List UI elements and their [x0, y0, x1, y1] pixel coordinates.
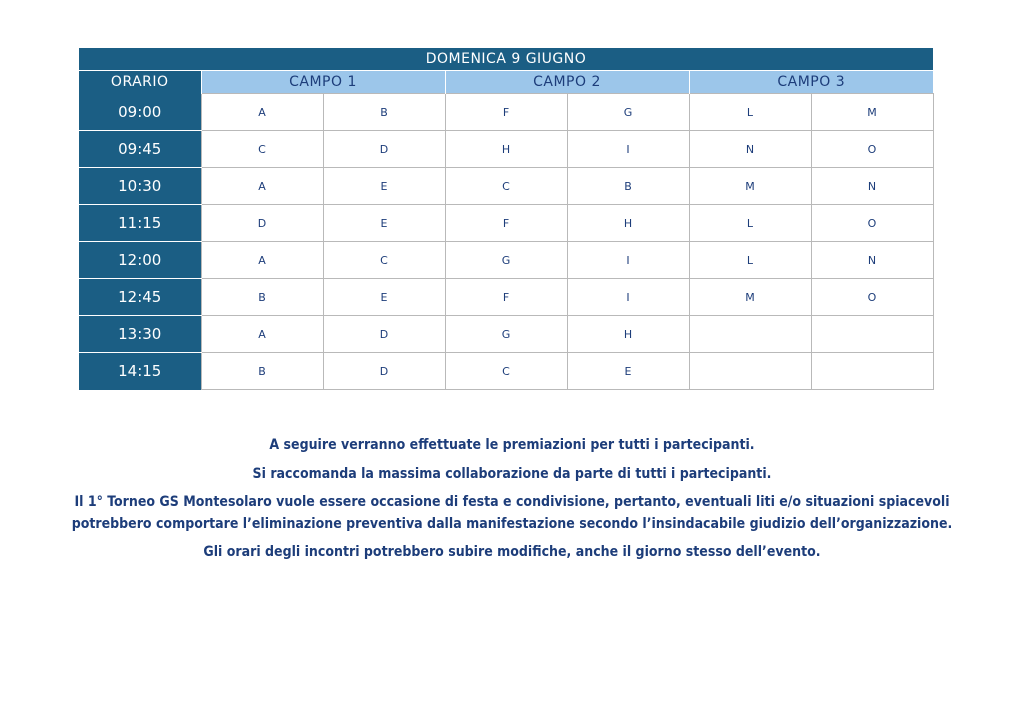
team-cell: D: [201, 205, 323, 242]
team-cell: N: [811, 168, 933, 205]
team-cell: M: [689, 168, 811, 205]
note-awards: A seguire verranno effettuate le premiazioni per tutti i partecipanti.: [269, 437, 755, 453]
team-cell: [689, 316, 811, 353]
note-conduct: [40, 491, 984, 535]
team-cell: C: [201, 131, 323, 168]
schedule-table: [79, 48, 934, 390]
team-cell: [811, 316, 933, 353]
team-cell: [811, 353, 933, 390]
note-collaboration: Si raccomanda la massima collaborazione da parte di tutti i partecipanti.: [252, 466, 772, 482]
team-cell: E: [323, 279, 445, 316]
team-cell: G: [567, 94, 689, 131]
time-cell: 12:00: [79, 242, 201, 279]
team-cell: D: [323, 353, 445, 390]
table-row: [79, 242, 933, 279]
team-cell: G: [445, 242, 567, 279]
team-cell: B: [201, 353, 323, 390]
time-cell: 12:45: [79, 279, 201, 316]
team-cell: N: [811, 242, 933, 279]
team-cell: E: [323, 205, 445, 242]
team-cell: C: [445, 353, 567, 390]
note-conduct-line-2: potrebbero comportare l’eliminazione preventiva dalla manifestazione secondo l’insindacabile giudizio dell’organizzazione.: [71, 516, 953, 532]
team-cell: F: [445, 205, 567, 242]
table-row: [79, 353, 933, 390]
team-cell: A: [201, 316, 323, 353]
table-row: [79, 279, 933, 316]
time-cell: 11:15: [79, 205, 201, 242]
team-cell: D: [323, 131, 445, 168]
team-cell: C: [323, 242, 445, 279]
team-cell: M: [811, 94, 933, 131]
team-cell: H: [567, 316, 689, 353]
team-cell: I: [567, 279, 689, 316]
team-cell: E: [567, 353, 689, 390]
team-cell: E: [323, 168, 445, 205]
team-cell: D: [323, 316, 445, 353]
team-cell: L: [689, 205, 811, 242]
team-cell: L: [689, 94, 811, 131]
field-header-campo-2: CAMPO 2: [445, 71, 689, 94]
team-cell: A: [201, 94, 323, 131]
team-cell: [689, 353, 811, 390]
team-cell: M: [689, 279, 811, 316]
team-cell: C: [445, 168, 567, 205]
time-column-header: ORARIO: [79, 71, 201, 94]
time-cell: 14:15: [79, 353, 201, 390]
team-cell: B: [567, 168, 689, 205]
time-cell: 13:30: [79, 316, 201, 353]
field-header-campo-3: CAMPO 3: [689, 71, 933, 94]
team-cell: F: [445, 279, 567, 316]
field-header-campo-1: CAMPO 1: [201, 71, 445, 94]
team-cell: A: [201, 242, 323, 279]
table-row: [79, 94, 933, 131]
team-cell: H: [445, 131, 567, 168]
schedule-body: [79, 94, 933, 390]
team-cell: G: [445, 316, 567, 353]
table-row: [79, 168, 933, 205]
team-cell: B: [323, 94, 445, 131]
note-conduct-line-1: Il 1° Torneo GS Montesolaro vuole essere occasione di festa e condivisione, pertanto, eventuali liti e/o situazioni spiacevoli: [74, 494, 950, 510]
team-cell: L: [689, 242, 811, 279]
time-cell: 09:45: [79, 131, 201, 168]
team-cell: F: [445, 94, 567, 131]
team-cell: O: [811, 205, 933, 242]
schedule-title: DOMENICA 9 GIUGNO: [79, 48, 933, 71]
team-cell: I: [567, 131, 689, 168]
time-cell: 10:30: [79, 168, 201, 205]
table-row: [79, 131, 933, 168]
team-cell: A: [201, 168, 323, 205]
team-cell: I: [567, 242, 689, 279]
notes-block: [40, 433, 984, 564]
team-cell: N: [689, 131, 811, 168]
table-row: [79, 205, 933, 242]
table-row: [79, 316, 933, 353]
team-cell: H: [567, 205, 689, 242]
note-schedule-changes: Gli orari degli incontri potrebbero subire modifiche, anche il giorno stesso dell’evento.: [203, 544, 821, 560]
team-cell: O: [811, 279, 933, 316]
team-cell: O: [811, 131, 933, 168]
time-cell: 09:00: [79, 94, 201, 131]
team-cell: B: [201, 279, 323, 316]
